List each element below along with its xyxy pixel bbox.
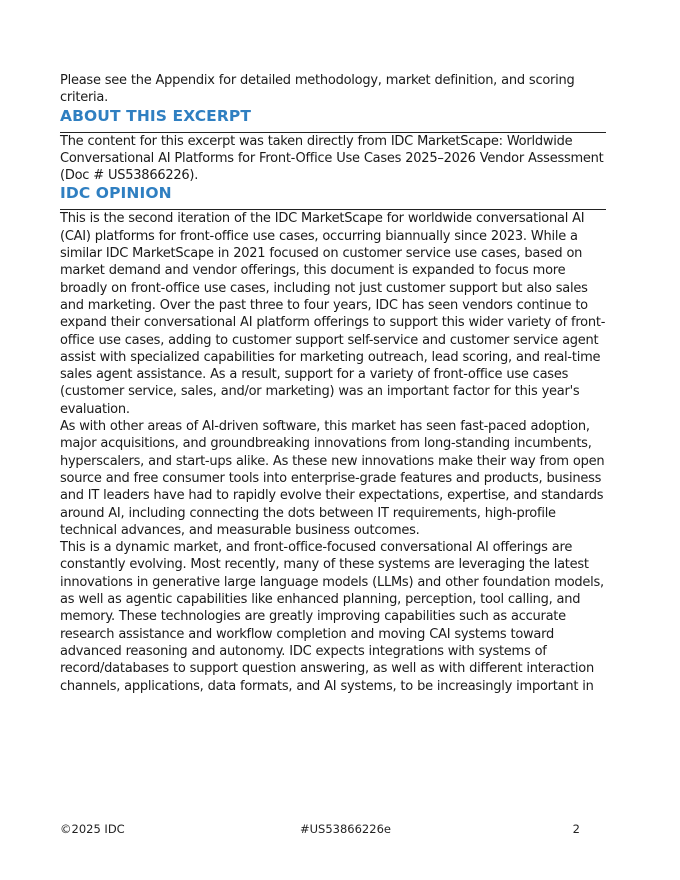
document-page [60, 72, 606, 695]
footer-doc-number: #US53866226e [300, 822, 391, 836]
idc-opinion-heading: IDC OPINION [60, 184, 606, 210]
opinion-paragraph-2: As with other areas of AI-driven software, this market has seen fast-paced adoption, major acquisitions, and groundbreaking innovations from long-standing incumbents, hyperscalers, and start-ups alike. As these new innovations make their way from open source and free consumer tools into enterprise-grade features and products, business and IT leaders have had to rapidly evolve their expectations, expertise, and standards around AI, including connecting the dots between IT requirements, high-profile technical advances, and measurable business outcomes. [60, 419, 605, 538]
intro-paragraph: Please see the Appendix for detailed methodology, market definition, and scoring criteria. [60, 73, 575, 106]
footer-copyright: ©2025 IDC [60, 822, 125, 836]
opinion-paragraph-1: This is the second iteration of the IDC MarketScape for worldwide conversational AI (CAI) platforms for front-office use cases, occurring biannually since 2023. While a similar IDC MarketScape in 2021 focused on customer service use cases, based on market demand and vendor offerings, this document is expanded to focus more broadly on front-office use cases, including not just customer support but also sales and marketing. Over the past three to four years, IDC has seen vendors continue to expand their conversational AI platform offerings to support this wider variety of front-office use cases, adding to customer support self-service and customer service agent assist with specialized capabilities for marketing outreach, lead scoring, and real-time sales agent assistance. As a result, support for a variety of front-office use cases (customer service, sales, and/or marketing) was an important factor for this year's evaluation. [60, 211, 606, 417]
footer-page-number: 2 [572, 822, 580, 836]
opinion-paragraph-3: This is a dynamic market, and front-office-focused conversational AI offerings are constantly evolving. Most recently, many of these systems are leveraging the latest innovations in generative large language models (LLMs) and other foundation models, as well as agentic capabilities like enhanced planning, perception, tool calling, and memory. These technologies are greatly improving capabilities such as accurate research assistance and workflow completion and moving CAI systems toward advanced reasoning and autonomy. IDC expects integrations with systems of record/databases to support question answering, as well as with different interaction channels, applications, data formats, and AI systems, to be increasingly important in [60, 540, 604, 694]
page-footer [60, 822, 580, 838]
about-excerpt-heading: ABOUT THIS EXCERPT [60, 107, 606, 133]
about-excerpt-paragraph: The content for this excerpt was taken directly from IDC MarketScape: Worldwide Conversational AI Platforms for Front-Office Use Cases 2025–2026 Vendor Assessment (Doc # US53866226). [60, 133, 604, 184]
